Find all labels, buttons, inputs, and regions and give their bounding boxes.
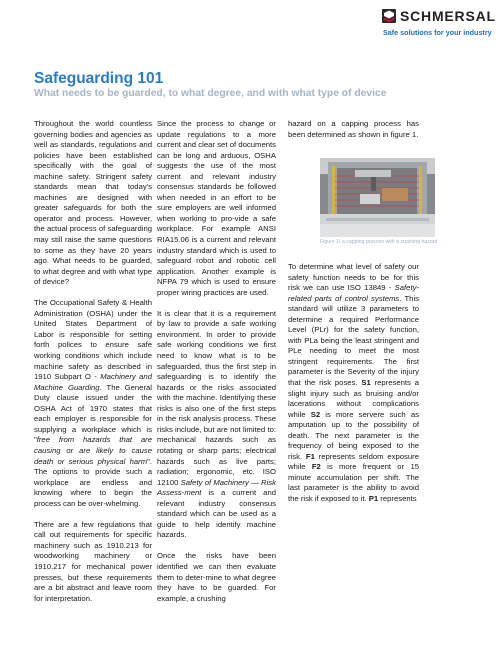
schmersal-logo-mark-icon: [382, 9, 396, 23]
article-column-2: [157, 119, 276, 615]
paragraph-iso13849: To determine what level of safety our safety function needs to be for this risk we can use ISO 13849 - Safety-related parts of control systems. This standard will utilize 3 parameters to determine a required Performance Level (PLr) for the safety function, with PLa being the least stringent and PLe needing to meet the most stringent requirements. The first parameter is the Severity of the injury that the risk poses. S1 represents a slight injury such as bruising and/or lacerations without complications while S2 is more servere such as amputation up to the possibility of death. The next parameter is the frequency of being exposed to the risk. F1 represents seldom exposure while F2 is more frequent or 15 minute accumulation per shift. The last parameter is the ability to avoid the risk if exposed to it. P1 represents: [288, 262, 419, 504]
paragraph-evaluate: Once the risks have been identified we can then evaluate them to deter-mine to what degree they have to be guarded. For example, a crushing: [157, 551, 276, 603]
capping-process-figure: [320, 158, 435, 237]
paragraph-hazards: It is clear that it is a requirement by law to provide a safe working environment. In order to provide safe working conditions we first need to know what is to be safeguarded, thus the first step in safeguarding is to identify the hazards or the risks associated with the machine. Identifying these risks is also one of the first steps in the risk analysis process. These risks include, but are not limited to: mechanical hazards such as rotating or sharp parts; electrical hazards such as live parts; radiation; ergonomic, etc. ISO 12100 Safety of Machinery — Risk Assess-ment is a current and relevant industry consensus standard which can be used as a guide to help identify machine hazards.: [157, 308, 276, 540]
page-title: Safeguarding 101: [34, 70, 164, 87]
brand-tagline: Safe solutions for your industry: [383, 28, 492, 37]
article-column-1: [34, 119, 152, 615]
emphasis-general-duty-quote: free from hazards that are causing or are likely to cause death or serious physical harm: [34, 435, 152, 466]
param-f2: F2: [311, 462, 321, 472]
page-subtitle: What needs to be guarded, to what degree, and with what type of device: [34, 88, 387, 99]
param-p1: P1: [368, 494, 379, 504]
paragraph-intro: Throughout the world countless governing bodies and agencies as well as standards, regulations and policies have been established specifically with the goal of machine safety. Stringent safety standards mean that today's machines are designed with greater safeguards for both the operator and process. However, the actual process of safeguarding may still raise the same questions to some as they have 20 years ago. What needs to be guarded, to what degree and with what type of device?: [34, 119, 152, 287]
emphasis-iso12100: Safety of Machinery — Risk Assess-ment: [157, 477, 276, 498]
article-column-3: [288, 119, 419, 151]
article-column-3-continued: [288, 262, 419, 505]
schmersal-logo: [382, 7, 496, 55]
capping-machine-image: [320, 158, 435, 237]
figure-caption: Figure 1/ a capping process with a crushing hazard: [320, 239, 438, 245]
param-f1: F1: [305, 451, 315, 461]
paragraph-osha: The Occupational Safety & Health Administration (OSHA) under the United States Department of Labor is responsible for setting forth polices to ensure safe working conditions which include machine safety as described in 1910 Subpart O - Machinery and Machine Guarding. The General Duty clause issued under the OSHA Act of 1970 states that each employer is responsible for supplying a workplace which is "free from hazards that are causing or are likely to cause death or serious physical harm". The options to provide such a workplace are endless and knowing where to begin the process can be over-whelming.: [34, 298, 152, 508]
brand-name: SCHMERSAL: [400, 8, 496, 24]
emphasis-machine-guarding: Machinery and Machine Guarding: [34, 372, 152, 392]
param-s2: S2: [310, 409, 321, 419]
paragraph-capping: hazard on a capping process has been determined as shown in figure 1.: [288, 119, 419, 139]
emphasis-iso13849: Safety-related parts of control systems: [288, 283, 419, 303]
param-s1: S1: [361, 378, 371, 388]
paragraph-regulations: There are a few regulations that call out requirements for specific machinery such as 1910.213 for woodworking machinery or 1910.217 for mechanical power presses, but these requirements are a bit abstract and leave room for interpretation.: [34, 519, 152, 603]
paragraph-standards: Since the process to change or update regulations to a more current and clear set of documents can be long and arduous, OSHA suggests the use of the most current and relevant industry consensus standards be followed when needed in an effort to be sure employers are well informed when working to pro-vide a safe workplace. For example ANSI RIA15.06 is a current and relevant industry standard which is used to safeguard robot and robotic cell application. Another example is NFPA 79 which is used to ensure proper wiring practices are used.: [157, 119, 276, 297]
